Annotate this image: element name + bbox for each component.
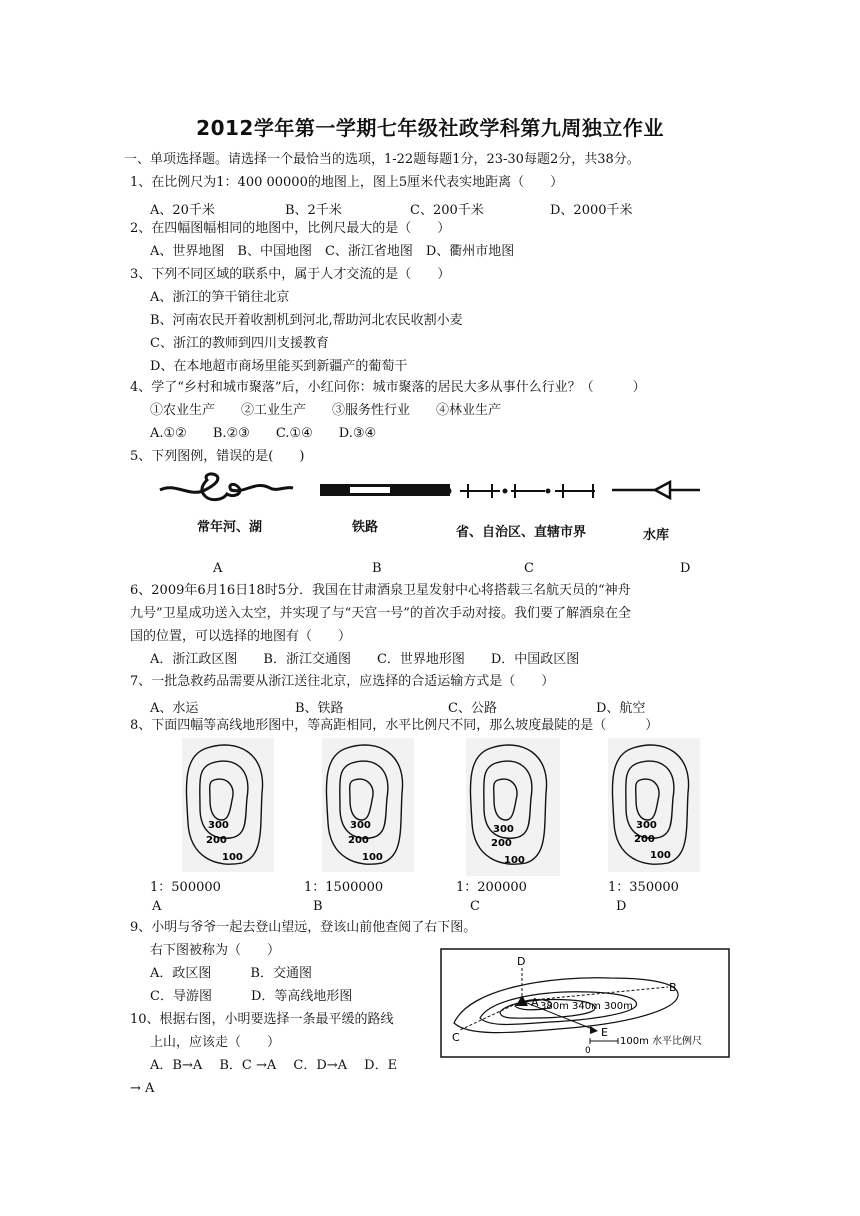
q8-option-b[interactable]: B: [313, 899, 323, 914]
q4-stem: 4、学了“乡村和城市聚落”后，小红问你：城市聚落的居民大多从事什么行业？（ ）: [130, 380, 646, 395]
q9-options-1[interactable]: A．政区图 B．交通图: [150, 966, 312, 981]
contour-map-a: [182, 738, 274, 872]
map-point-d: D: [517, 955, 526, 968]
q3-option-c[interactable]: C、浙江的教师到四川支援教育: [150, 336, 329, 351]
map-point-e: E: [601, 1026, 608, 1039]
contour-a-100: 100: [222, 852, 243, 863]
q3-option-b[interactable]: B、河南农民开着收割机到河北,帮助河北农民收割小麦: [150, 313, 463, 328]
q5-option-c[interactable]: C: [524, 561, 534, 576]
q7-option-d[interactable]: D、航空: [596, 701, 646, 716]
contour-b-100: 100: [362, 852, 383, 863]
contour-a-200: 200: [206, 835, 227, 846]
q5-option-a[interactable]: A: [213, 561, 223, 576]
q5-stem: 5、下列图例，错误的是( ): [130, 449, 305, 464]
reservoir-icon: [612, 482, 700, 498]
scale-c: 1：200000: [456, 880, 527, 895]
contour-map-d: [608, 738, 700, 872]
q5-legend-figure: [155, 470, 715, 550]
contour-d-300: 300: [636, 820, 657, 831]
q7-option-c[interactable]: C、公路: [448, 701, 497, 716]
contour-c-200: 200: [491, 838, 512, 849]
q7-option-a[interactable]: A、水运: [150, 701, 199, 716]
q2-options[interactable]: A、世界地图 B、中国地图 C、浙江省地图 D、衢州市地图: [150, 244, 515, 259]
q8-option-a[interactable]: A: [152, 899, 162, 914]
q1-option-a[interactable]: A、20千米: [150, 203, 215, 218]
q10-stem-1: 10、根据右图，小明要选择一条最平缓的路线: [130, 1012, 394, 1027]
q4-items: ①农业生产 ②工业生产 ③服务性行业 ④林业生产: [150, 403, 502, 418]
q9-stem: 9、小明与爷爷一起去登山望远，登该山前他查阅了右下图。: [130, 920, 477, 935]
q9-sub: 右下图被称为（ ）: [150, 943, 281, 958]
contour-d-100: 100: [650, 850, 671, 861]
q5-option-d[interactable]: D: [680, 561, 691, 576]
q6-options[interactable]: A．浙江政区图 B．浙江交通图 C．世界地形图 D．中国政区图: [150, 652, 580, 667]
q6-stem-3: 国的位置，可以选择的地图有（ ）: [130, 629, 352, 644]
legend-label-reservoir: 水库: [643, 528, 670, 543]
q1-option-c[interactable]: C、200千米: [410, 203, 484, 218]
q1-option-d[interactable]: D、2000千米: [550, 203, 633, 218]
q10-options[interactable]: A．B→A B．C →A C．D→A D．E: [150, 1058, 398, 1073]
q8-stem: 8、下面四幅等高线地形图中，等高距相同，水平比例尺不同，那么坡度最陡的是（ ）: [130, 718, 659, 733]
q8-option-c[interactable]: C: [470, 899, 480, 914]
q9-options-2[interactable]: C．导游图 D．等高线地形图: [150, 989, 353, 1004]
map-point-c: C: [452, 1031, 460, 1044]
scale-b: 1：1500000: [304, 880, 384, 895]
q1-stem: 1、在比例尺为1：400 00000的地图上，图上5厘米代表实地距离（ ）: [130, 175, 564, 190]
scale-d: 1：350000: [608, 880, 679, 895]
legend-label-railway: 铁路: [352, 520, 379, 535]
map-point-b: B: [669, 981, 677, 994]
legend-label-river: 常年河、湖: [197, 520, 263, 535]
q2-stem: 2、在四幅图幅相同的地图中，比例尺最大的是（ ）: [130, 221, 451, 236]
section-heading: 一、单项选择题。请选择一个最恰当的选项，1-22题每题1分，23-30每题2分，共38分。: [124, 152, 640, 167]
q4-options[interactable]: A.①② B.②③ C.①④ D.③④: [150, 426, 377, 441]
q10-options-tail[interactable]: → A: [130, 1081, 155, 1096]
q10-stem-2: 上山，应该走（ ）: [150, 1035, 281, 1050]
q6-stem-1: 6、2009年6月16日18时5分．我国在甘肃酒泉卫星发射中心将搭载三名航天员的“神舟: [130, 583, 631, 598]
q1-option-b[interactable]: B、2千米: [285, 203, 342, 218]
map-scale-label: 100m 水平比例尺: [620, 1036, 703, 1047]
q6-stem-2: 九号”卫星成功送入太空，并实现了与“天宫一号”的首次手动对接。我们要了解酒泉在全: [130, 606, 631, 621]
contour-map-b: [322, 738, 414, 872]
q5-option-b[interactable]: B: [372, 561, 382, 576]
river-lake-icon: [160, 474, 293, 500]
contour-c-100: 100: [504, 855, 525, 866]
map-contour-labels: 380m 340m 300m: [540, 1001, 633, 1012]
q3-stem: 3、下列不同区域的联系中，属于人才交流的是（ ）: [130, 267, 451, 282]
q3-option-a[interactable]: A、浙江的笋干销往北京: [150, 290, 290, 305]
contour-d-200: 200: [634, 834, 655, 845]
q7-stem: 7、一批急救药品需要从浙江送往北京，应选择的合适运输方式是（ ）: [130, 674, 555, 689]
scale-a: 1：500000: [150, 880, 221, 895]
map-point-a: A: [531, 996, 539, 1009]
topographic-map: [440, 948, 730, 1058]
contour-b-300: 300: [350, 820, 371, 831]
contour-c-300: 300: [493, 824, 514, 835]
boundary-line-icon: [446, 484, 596, 498]
contour-a-300: 300: [208, 820, 229, 831]
q3-option-d[interactable]: D、在本地超市商场里能买到新疆产的葡萄干: [150, 359, 408, 374]
q7-option-b[interactable]: B、铁路: [295, 701, 344, 716]
contour-map-c: [466, 738, 560, 876]
page-title: 2012学年第一学期七年级社政学科第九周独立作业: [196, 116, 664, 140]
legend-label-boundary: 省、自治区、直辖市界: [456, 525, 587, 540]
contour-b-200: 200: [348, 835, 369, 846]
q8-option-d[interactable]: D: [616, 899, 627, 914]
map-scale-zero: 0: [585, 1046, 591, 1056]
